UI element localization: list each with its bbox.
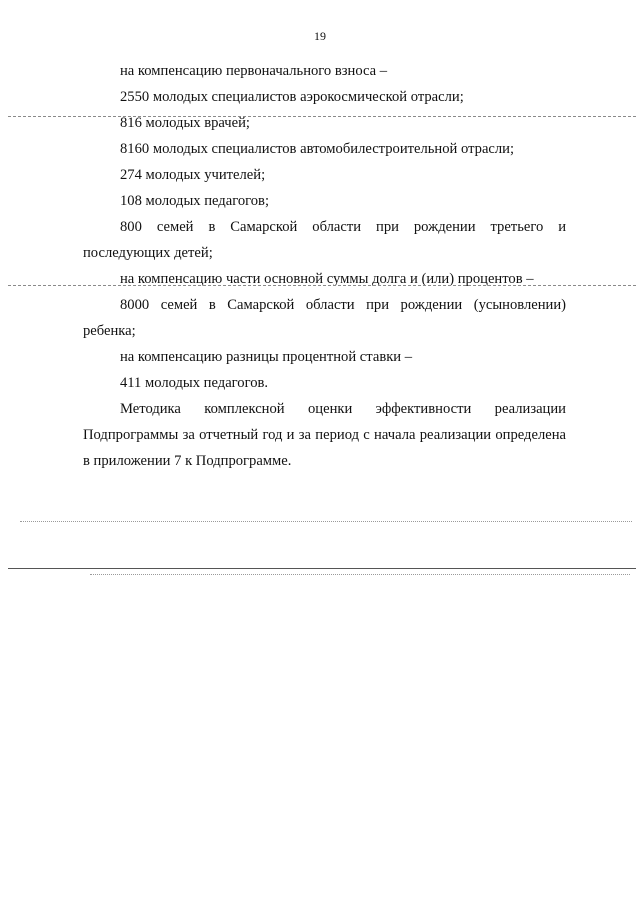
document-body (83, 58, 566, 474)
paragraph: 411 молодых педагогов. (120, 375, 269, 391)
scan-artifact-line (8, 568, 636, 569)
scan-artifact-line (20, 521, 632, 522)
scan-artifact-line (90, 574, 630, 575)
paragraph: Методика комплексной оценки эффективности реализации Подпрограммы за отчетный год и за период с начала реализации определена в приложении 7 к Подпрограмме. (83, 401, 566, 469)
paragraph: 816 молодых врачей; (120, 115, 250, 131)
paragraph: на компенсацию части основной суммы долга и (или) процентов – (120, 271, 534, 287)
paragraph: 8000 семей в Самарской области при рождении (усыновлении) ребенка; (83, 297, 566, 339)
paragraph: 8160 молодых специалистов автомобилестроительной отрасли; (120, 141, 515, 157)
page-number: 19 (314, 29, 326, 43)
paragraph: на компенсацию первоначального взноса – (120, 63, 388, 79)
paragraph: 800 семей в Самарской области при рождении третьего и последующих детей; (83, 219, 566, 261)
paragraph: 2550 молодых специалистов аэрокосмической отрасли; (120, 89, 464, 105)
paragraph: на компенсацию разницы процентной ставки – (120, 349, 413, 365)
paragraph: 274 молодых учителей; (120, 167, 266, 183)
paragraph: 108 молодых педагогов; (120, 193, 269, 209)
